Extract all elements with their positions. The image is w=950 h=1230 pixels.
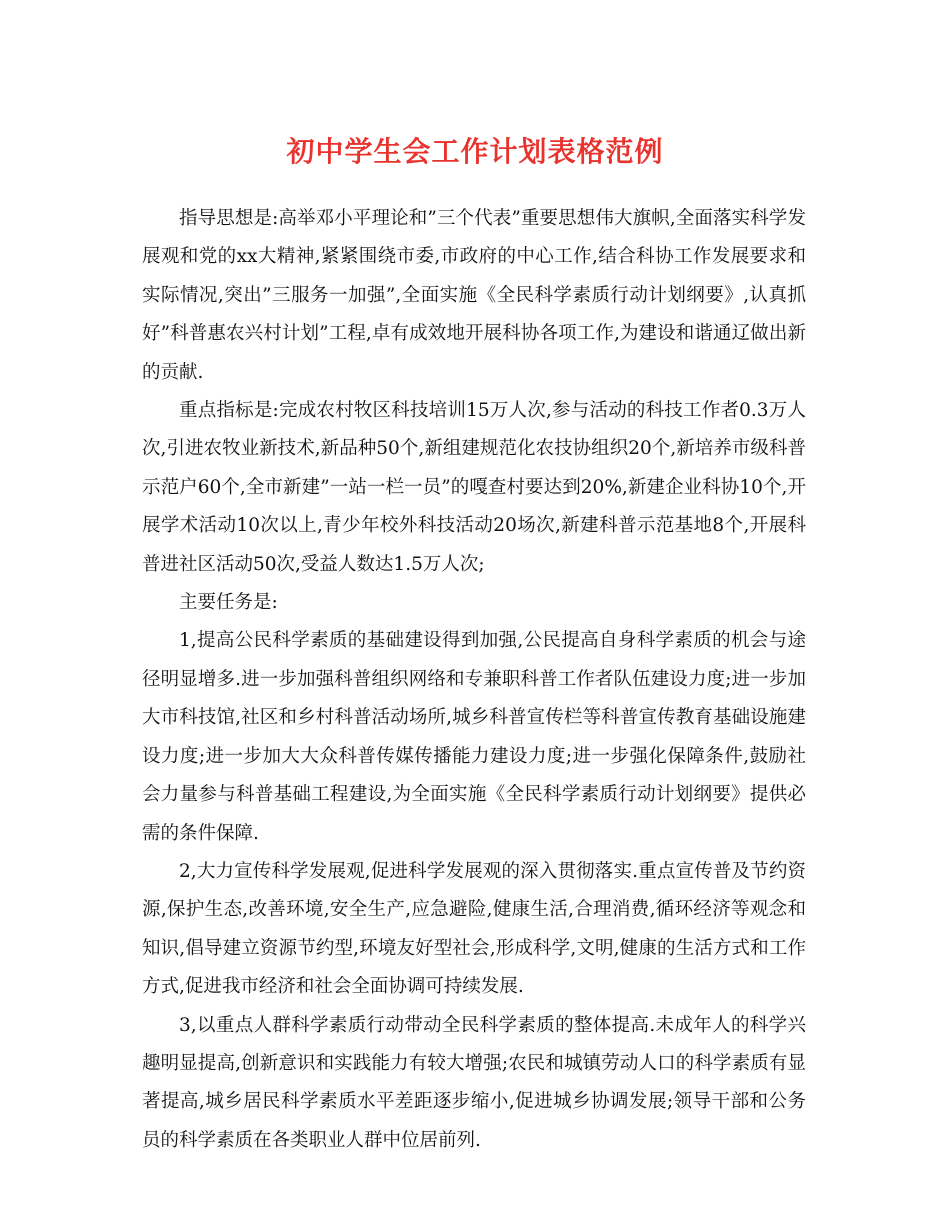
paragraph-main-tasks-heading: 主要任务是: — [179, 592, 278, 614]
paragraph-task-2: 2,大力宣传科学发展观,促进科学发展观的深入贯彻落实.重点宣传普及节约资源,保护生态,改善环境,安全生产,应急避险,健康生活,合理消费,循环经济等观念和知识,倡导建立资源节约型,环境友好型社会,形成科学,文明,健康的生活方式和工作方式,促进我市经济和社会全面协调可持续发展. — [142, 860, 806, 998]
paragraph-guiding-ideology: 指导思想是:高举邓小平理论和”三个代表”重要思想伟大旗帜,全面落实科学发展观和党的xx大精神,紧紧围绕市委,市政府的中心工作,结合科协工作发展要求和实际情况,突出”三服务一加强”,全面实施《全民科学素质行动计划纲要》,认真抓好”科普惠农兴村计划”工程,卓有成效地开展科协各项工作,为建设和谐通辽做出新的贡献. — [142, 208, 806, 383]
document-body — [142, 200, 806, 1160]
paragraph-task-3: 3,以重点人群科学素质行动带动全民科学素质的整体提高.未成年人的科学兴趣明显提高,创新意识和实践能力有较大增强;农民和城镇劳动人口的科学素质有显著提高,城乡居民科学素质水平差距逐步缩小,促进城乡协调发展;领导干部和公务员的科学素质在各类职业人群中位居前列. — [142, 1014, 806, 1151]
paragraph-task-1: 1,提高公民科学素质的基础建设得到加强,公民提高自身科学素质的机会与途径明显增多.进一步加强科普组织网络和专兼职科普工作者队伍建设力度;进一步加大市科技馆,社区和乡村科普活动场所,城乡科普宣传栏等科普宣传教育基础设施建设力度;进一步加大大众科普传媒传播能力建设力度;进一步强化保障条件,鼓励社会力量参与科普基础工程建设,为全面实施《全民科学素质行动计划纲要》提供必需的条件保障. — [142, 630, 806, 844]
paragraph-key-indicators: 重点指标是:完成农村牧区科技培训15万人次,参与活动的科技工作者0.3万人次,引进农牧业新技术,新品种50个,新组建规范化农技协组织20个,新培养市级科普示范户60个,全市新建”一站一栏一员”的嘎查村要达到20%,新建企业科协10个,开展学术活动10次以上,青少年校外科技活动20场次,新建科普示范基地8个,开展科普进社区活动50次,受益人数达1.5万人次; — [142, 400, 806, 575]
page-title: 初中学生会工作计划表格范例 — [286, 135, 664, 168]
